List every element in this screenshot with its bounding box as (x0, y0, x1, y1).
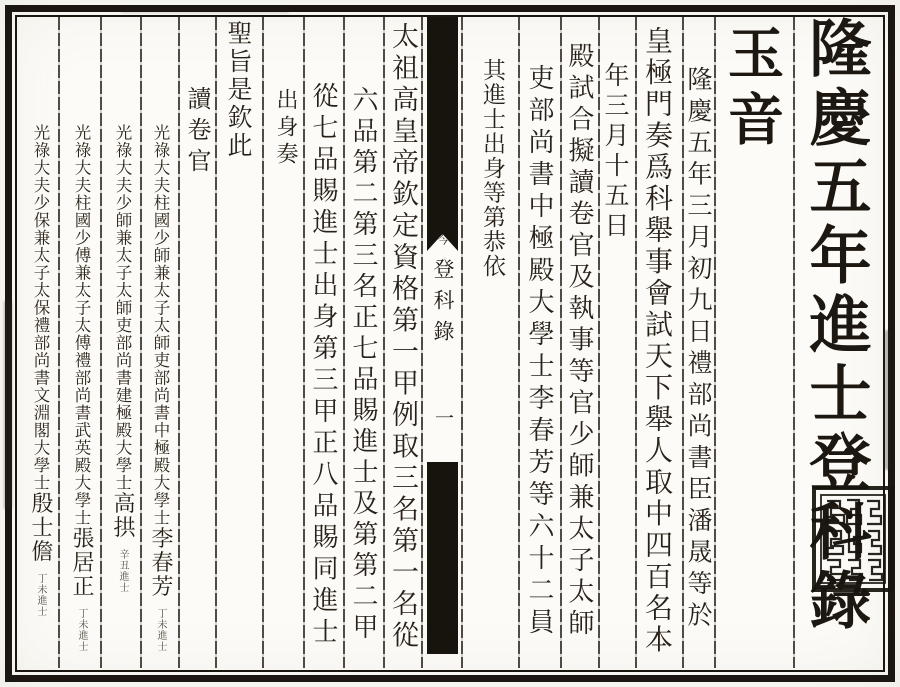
book-title: 隆慶五年進士登科錄 (799, 16, 872, 637)
page-number: 一 (432, 408, 454, 427)
official-rank-title: 光祿大夫少師兼太子太師吏部尚書建極殿大學士 (113, 124, 132, 492)
column-divider (598, 17, 600, 668)
column-divider (635, 17, 637, 668)
banxin-book-label: 登科錄 (431, 258, 455, 351)
edict-line-memorial: 出身奏 (273, 88, 298, 169)
column-divider (518, 17, 520, 668)
edict-line: 六品第二第三名正七品賜進士及第第二甲 (348, 86, 378, 644)
readers-section-heading: 讀卷官 (183, 86, 211, 179)
official-name: 殷士儋 (28, 491, 53, 564)
official-rank-title: 光祿大夫柱國少師兼太子太師吏部尚書中極殿大學士 (151, 124, 170, 527)
edict-line: 隆慶五年三月初九日禮部尚書臣潘晟等於 (684, 66, 713, 633)
edict-line: 殿試合擬讀卷官及執事等官少師兼太子太師 (564, 42, 594, 641)
banxin-top-bar (427, 17, 458, 213)
scan-smudge (4, 300, 12, 510)
official-name: 張居正 (69, 526, 94, 599)
official-entry (149, 124, 171, 687)
scan-smudge (120, 8, 290, 13)
edict-line: 從七品賜進士出身第三甲正八品賜同進士 (308, 82, 338, 649)
section-heading-imperial-voice: 玉音 (719, 24, 785, 156)
column-divider (58, 17, 60, 668)
seal-stamp (812, 486, 894, 592)
column-divider (560, 17, 562, 668)
official-entry (70, 124, 92, 687)
column-divider (714, 17, 716, 668)
edict-line: 吏部尚書中極殿大學士李春芳等六十二員 (524, 64, 554, 640)
banxin-bottom-bar (427, 462, 458, 654)
column-divider (461, 17, 463, 668)
edict-line-elevated-taizu: 太祖高皇帝欽定資格第一甲例取三名第一名從 (387, 22, 418, 652)
column-divider (793, 17, 795, 668)
banxin-fishtail-character: 今 (436, 233, 450, 245)
edict-line-elevated-huangjimen: 皇極門奏爲科舉事會試天下舉人取中四百名本 (641, 26, 674, 656)
column-divider (262, 17, 264, 668)
edict-line: 年三月十五日 (601, 62, 630, 242)
column-divider (178, 17, 180, 668)
official-name: 李春芳 (148, 526, 173, 599)
column-divider (383, 17, 385, 668)
official-degree-note: 丁未進士 (76, 607, 87, 652)
official-degree-note: 丁未進士 (155, 607, 166, 652)
column-divider (140, 17, 142, 668)
official-degree-note: 辛丑進士 (117, 548, 128, 593)
official-name: 高拱 (110, 491, 135, 540)
column-divider (100, 17, 102, 668)
column-divider (303, 17, 305, 668)
official-entry (111, 124, 133, 687)
edict-line-elevated-shengzhi: 聖旨是欽此 (224, 20, 253, 160)
official-rank-title: 光祿大夫柱國少傅兼太子太傅禮部尚書武英殿大學士 (72, 124, 91, 527)
column-divider (215, 17, 217, 668)
column-divider (421, 17, 423, 668)
edict-line: 其進士出身等第恭依 (479, 58, 505, 279)
column-divider (343, 17, 345, 668)
official-rank-title: 光祿大夫少保兼太子太保禮部尚書文淵閣大學士 (31, 124, 50, 492)
official-degree-note: 丁未進士 (35, 572, 46, 617)
scan-smudge (884, 330, 891, 470)
official-entry (29, 124, 51, 687)
